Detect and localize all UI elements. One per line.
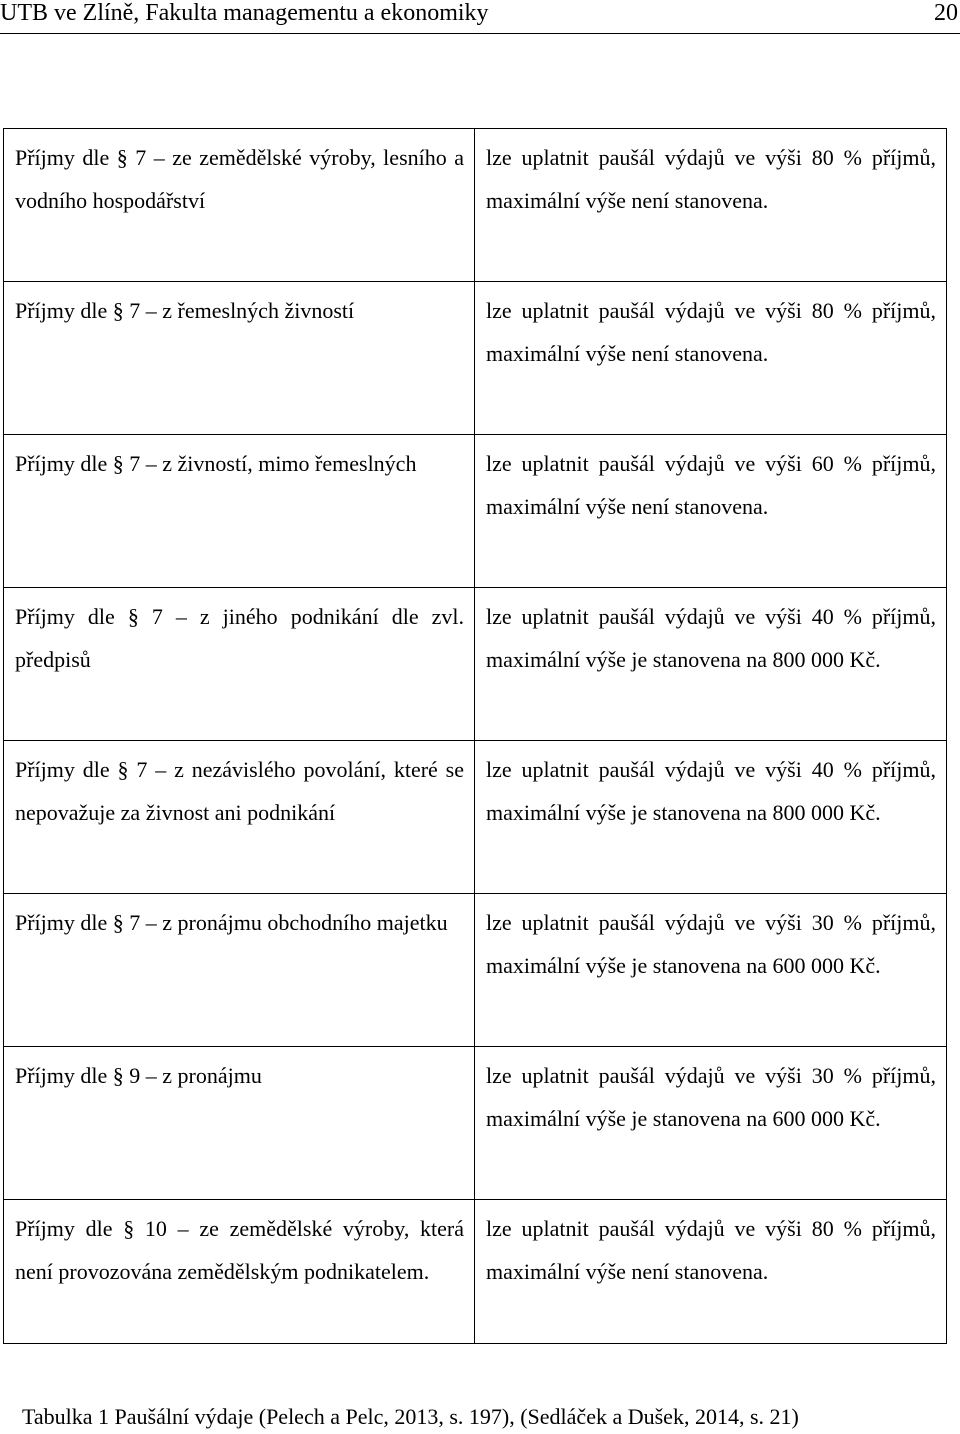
income-cell: Příjmy dle § 7 – z řemeslných živností xyxy=(4,282,475,435)
expense-cell: lze uplatnit paušál výdajů ve výši 80 % příjmů, maximální výše není stanovena. xyxy=(475,129,947,282)
flat-rate-expenses-table xyxy=(3,128,947,1344)
expense-cell: lze uplatnit paušál výdajů ve výši 80 % příjmů, maximální výše není stanovena. xyxy=(475,1200,947,1344)
income-cell: Příjmy dle § 7 – z nezávislého povolání, které se nepovažuje za živnost ani podnikání xyxy=(4,741,475,894)
expense-cell: lze uplatnit paušál výdajů ve výši 80 % příjmů, maximální výše není stanovena. xyxy=(475,282,947,435)
income-cell: Příjmy dle § 7 – z živností, mimo řemeslných xyxy=(4,435,475,588)
table-row xyxy=(4,1047,947,1200)
table-caption: Tabulka 1 Paušální výdaje (Pelech a Pelc, 2013, s. 197), (Sedláček a Dušek, 2014, s. 21) xyxy=(22,1404,799,1429)
table-row xyxy=(4,741,947,894)
expense-cell: lze uplatnit paušál výdajů ve výši 60 % příjmů, maximální výše není stanovena. xyxy=(475,435,947,588)
table-row xyxy=(4,282,947,435)
table-row xyxy=(4,588,947,741)
table-row xyxy=(4,435,947,588)
expense-cell: lze uplatnit paušál výdajů ve výši 30 % příjmů, maximální výše je stanovena na 600 000 Kč. xyxy=(475,894,947,1047)
page-header xyxy=(0,0,960,28)
header-divider xyxy=(0,33,960,34)
income-cell: Příjmy dle § 9 – z pronájmu xyxy=(4,1047,475,1200)
page-number: 20 xyxy=(934,0,958,26)
expense-cell: lze uplatnit paušál výdajů ve výši 40 % příjmů, maximální výše je stanovena na 800 000 Kč. xyxy=(475,741,947,894)
expense-cell: lze uplatnit paušál výdajů ve výši 40 % příjmů, maximální výše je stanovena na 800 000 Kč. xyxy=(475,588,947,741)
income-cell: Příjmy dle § 7 – ze zemědělské výroby, lesního a vodního hospodářství xyxy=(4,129,475,282)
income-cell: Příjmy dle § 10 – ze zemědělské výroby, která není provozována zemědělským podnikatelem. xyxy=(4,1200,475,1344)
table-row xyxy=(4,894,947,1047)
table-row xyxy=(4,129,947,282)
income-cell: Příjmy dle § 7 – z jiného podnikání dle zvl. předpisů xyxy=(4,588,475,741)
income-cell: Příjmy dle § 7 – z pronájmu obchodního majetku xyxy=(4,894,475,1047)
expense-cell: lze uplatnit paušál výdajů ve výši 30 % příjmů, maximální výše je stanovena na 600 000 Kč. xyxy=(475,1047,947,1200)
document-title: UTB ve Zlíně, Fakulta managementu a ekonomiky xyxy=(0,0,489,26)
table-row xyxy=(4,1200,947,1344)
